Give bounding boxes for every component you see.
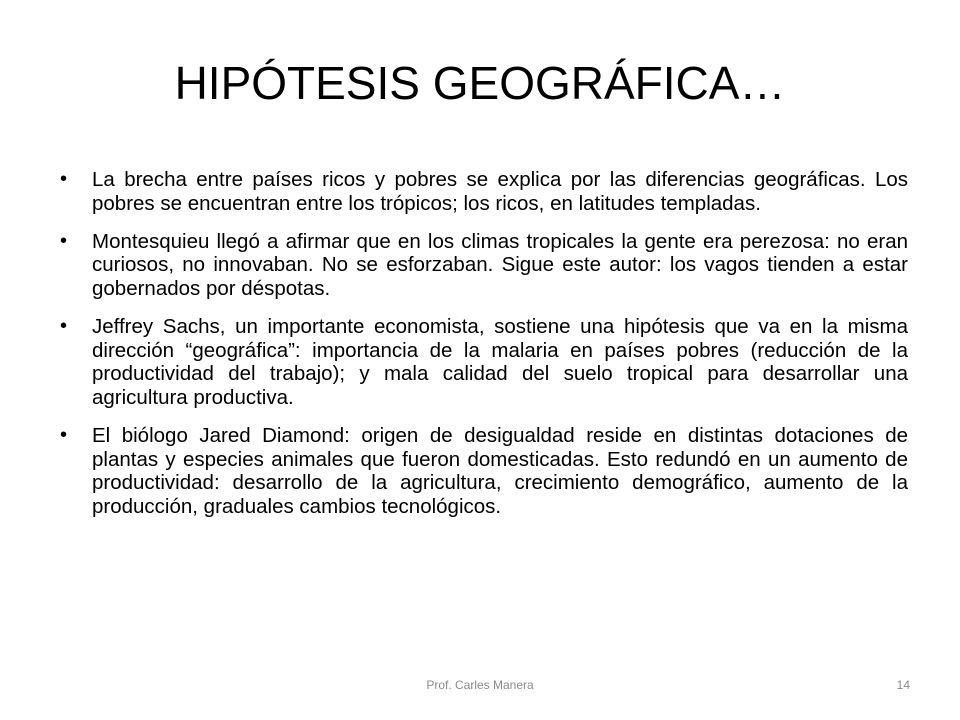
footer-author: Prof. Carles Manera — [426, 678, 534, 692]
bullet-dot-icon: • — [60, 229, 68, 252]
bullet-item — [60, 168, 908, 216]
bullet-dot-icon: • — [60, 314, 68, 337]
bullet-text: Montesquieu llegó a afirmar que en los climas tropicales la gente era perezosa: no eran curiosos, no innovaban. No se esforzaban. Sigue este autor: los vagos tienden a estar gobernados por déspotas. — [92, 229, 908, 301]
bullet-list — [60, 168, 908, 533]
bullet-text: Jeffrey Sachs, un importante economista, sostiene una hipótesis que va en la misma dirección “geográfica”: importancia de la malaria en países pobres (reducción de la productividad del trabajo); y mala calidad del suelo tropical para desarrollar una agricultura productiva. — [92, 314, 908, 410]
bullet-item — [60, 424, 908, 519]
bullet-dot-icon: • — [60, 423, 68, 446]
bullet-text: El biólogo Jared Diamond: origen de desigualdad reside en distintas dotaciones de plantas y especies animales que fueron domesticadas. Esto redundó en un aumento de productividad: desarrollo de la agricultura, crecimiento demográfico, aumento de la producción, graduales cambios tecnológicos. — [92, 423, 908, 519]
bullet-item — [60, 315, 908, 410]
slide-title: HIPÓTESIS GEOGRÁFICA… — [174, 57, 786, 109]
bullet-item — [60, 230, 908, 301]
bullet-dot-icon: • — [60, 168, 68, 190]
bullet-text: La brecha entre países ricos y pobres se explica por las diferencias geográficas. Los pobres se encuentran entre los trópicos; los ricos, en latitudes templadas. — [92, 168, 908, 215]
page-number: 14 — [896, 678, 910, 692]
